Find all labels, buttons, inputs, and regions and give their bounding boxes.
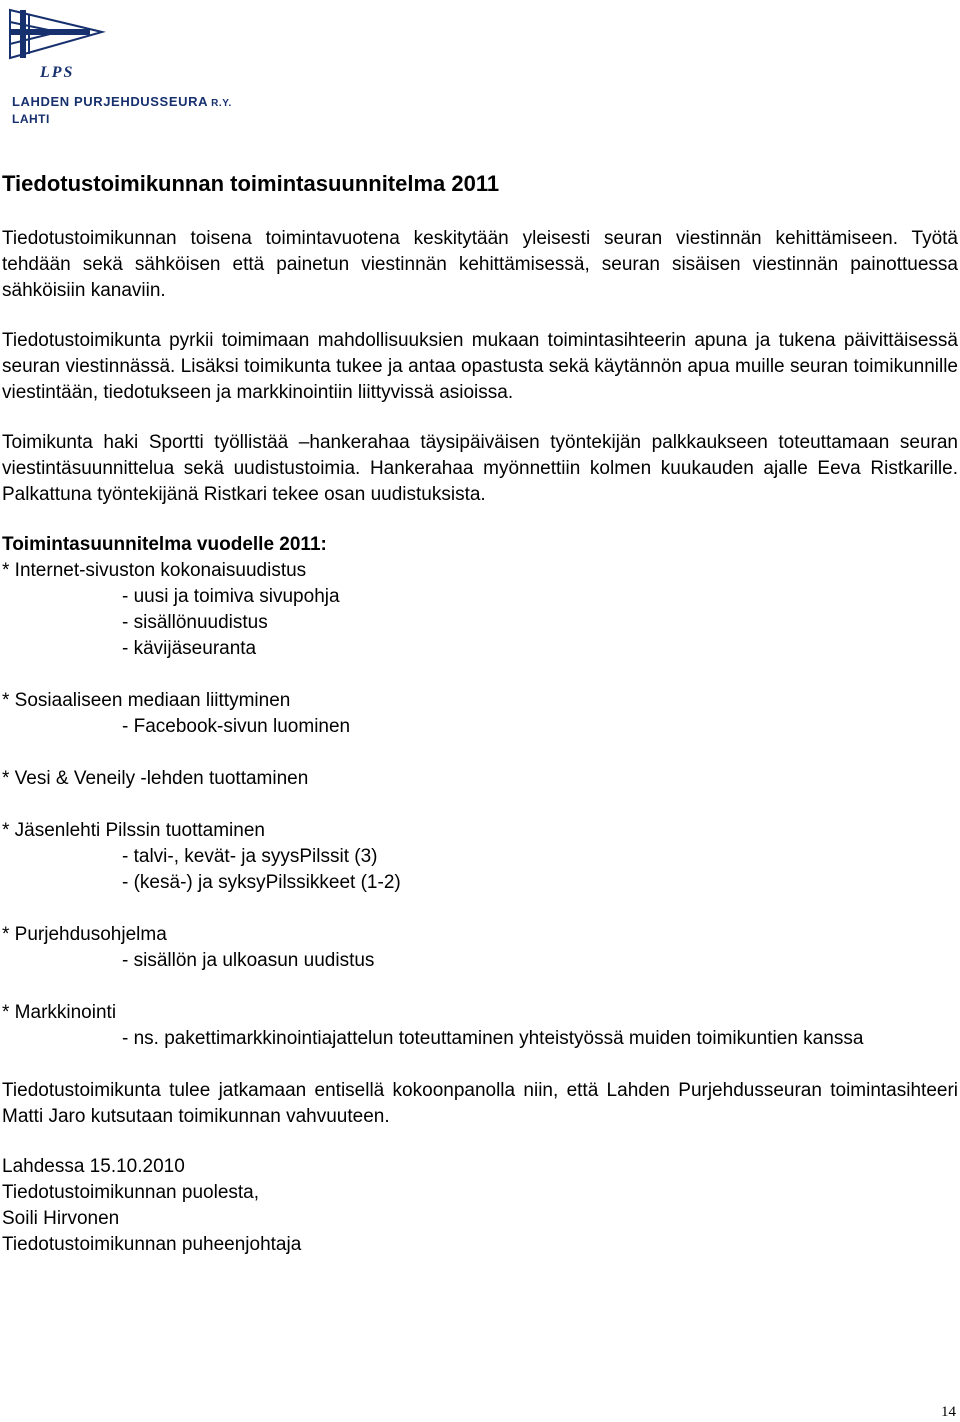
- club-logo: [6, 4, 246, 124]
- signature-block: [2, 1154, 958, 1258]
- signature-name: Soili Hirvonen: [2, 1208, 120, 1229]
- paragraph-closing: Tiedotustoimikunta tulee jatkamaan entisellä kokoonpanolla niin, että Lahden Purjehdusseuran toimintasihteeri Matti Jaro kutsutaan toimikunnan vahvuuteen.: [2, 1080, 958, 1127]
- plan-subitem: - sisällön ja ulkoasun uudistus: [122, 950, 375, 971]
- plan-item: * Vesi & Veneily -lehden tuottaminen: [2, 768, 309, 789]
- signature-role: Tiedotustoimikunnan puheenjohtaja: [2, 1234, 302, 1255]
- plan-subitem: - (kesä-) ja syksyPilssikkeet (1-2): [122, 872, 401, 893]
- plan-item: * Jäsenlehti Pilssin tuottaminen: [2, 820, 265, 841]
- plan-item: * Internet-sivuston kokonaisuudistus: [2, 560, 307, 581]
- plan-item: * Markkinointi: [2, 1002, 117, 1023]
- plan-subitem: - kävijäseuranta: [122, 638, 257, 659]
- page-title: Tiedotustoimikunnan toimintasuunnitelma 2011: [2, 171, 500, 196]
- plan-section-sailing-program: [2, 922, 958, 974]
- signature-on-behalf: Tiedotustoimikunnan puolesta,: [2, 1182, 260, 1203]
- plan-item: * Sosiaaliseen mediaan liittyminen: [2, 690, 291, 711]
- plan-heading: Toimintasuunnitelma vuodelle 2011:: [2, 534, 327, 555]
- plan-section-website: [2, 558, 958, 662]
- logo-club-name: [12, 94, 232, 109]
- paragraph-intro: Tiedotustoimikunnan toisena toimintavuotena keskitytään yleisesti seuran viestinnän kehittämiseen. Työtä tehdään sekä sähköisen että painetun viestinnän kehittämisessä, seuran sisäisen viestinnän painottuessa sähköisiin kanaviin.: [2, 228, 958, 301]
- plan-subitem: - uusi ja toimiva sivupohja: [122, 586, 340, 607]
- document-body: [2, 170, 958, 1258]
- plan-subitem: - ns. pakettimarkkinointiajattelun toteuttaminen yhteistyössä muiden toimikuntien kanssa: [122, 1028, 864, 1049]
- paragraph-support: Tiedotustoimikunta pyrkii toimimaan mahdollisuuksien mukaan toimintasihteerin apuna ja tukena päivittäisessä seuran viestinnässä. Lisäksi toimikunta tukee ja antaa opastusta sekä käytännön apua muille seuran toimikunnille viestintään, tiedotukseen ja markkinointiin liittyvissä asioissa.: [2, 330, 958, 403]
- logo-city: LAHTI: [12, 112, 50, 126]
- paragraph-funding: Toimikunta haki Sportti työllistää –hankerahaa täysipäiväisen työntekijän palkkaukseen toteuttamaan seuran viestintäsuunnittelua sekä uudistustoimia. Hankerahaa myönnettiin kolmen kuukauden ajalle Eeva Ristkarille. Palkattuna työntekijänä Ristkari tekee osan uudistuksista.: [2, 432, 958, 505]
- logo-suffix: R.Y.: [211, 98, 232, 109]
- plan-subitem: - talvi-, kevät- ja syysPilssit (3): [122, 846, 378, 867]
- pennant-flag-icon: [6, 4, 106, 64]
- plan-subitem: - Facebook-sivun luominen: [122, 716, 351, 737]
- plan-subitem: - sisällönuudistus: [122, 612, 268, 633]
- signature-place-date: Lahdessa 15.10.2010: [2, 1156, 185, 1177]
- plan-section-magazine: [2, 766, 958, 792]
- plan-section-member-magazine: [2, 818, 958, 896]
- logo-name-text: LAHDEN PURJEHDUSSEURA: [12, 94, 209, 109]
- plan-item: * Purjehdusohjelma: [2, 924, 167, 945]
- plan-section-marketing: [2, 1000, 958, 1052]
- logo-monogram: LPS: [40, 64, 75, 81]
- page-number: 14: [941, 1404, 956, 1420]
- plan-section-social-media: [2, 688, 958, 740]
